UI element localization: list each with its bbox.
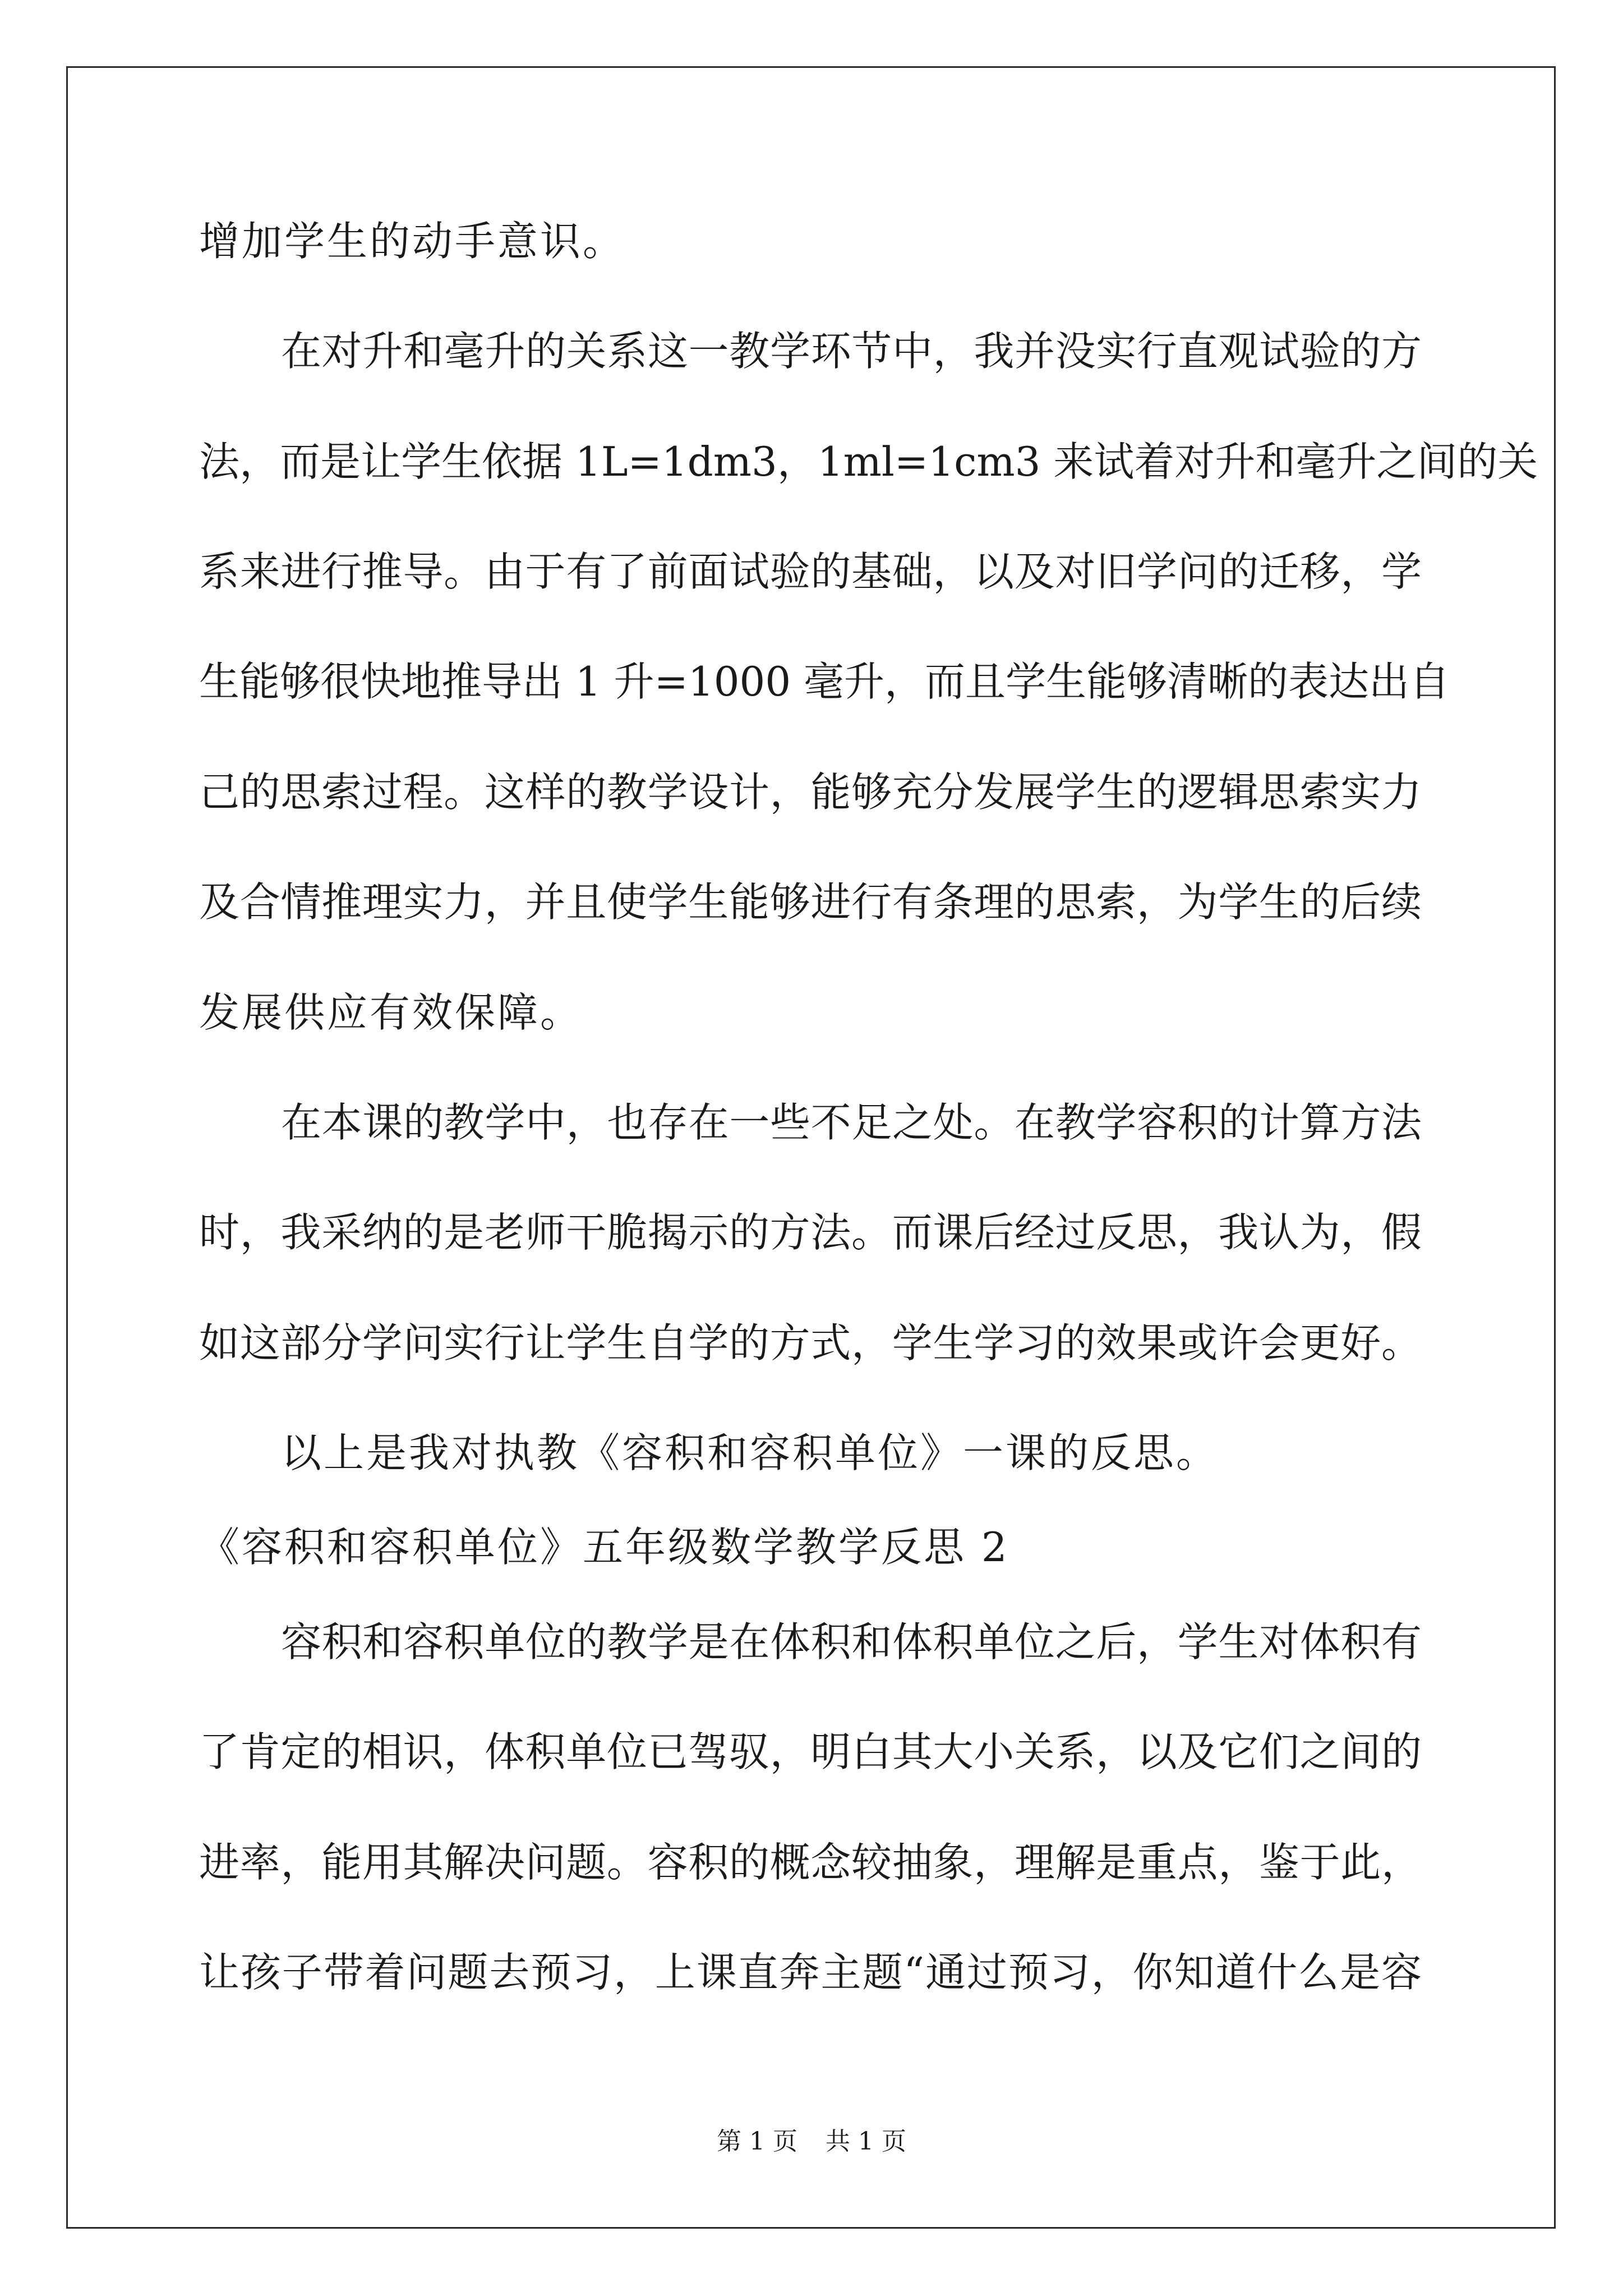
text-line: 容积和容积单位的教学是在体积和体积单位之后，学生对体积有: [281, 1618, 1422, 1665]
text-line: 己的思索过程。这样的教学设计，能够充分发展学生的逻辑思索实力: [199, 769, 1422, 816]
page-total: 共 1 页: [826, 2127, 906, 2156]
text-line: 在对升和毫升的关系这一教学环节中，我并没实行直观试验的方: [281, 328, 1422, 375]
text-line: 发展供应有效保障。: [199, 989, 583, 1036]
page-number: 第 1 页: [717, 2127, 797, 2156]
section-heading: 《容积和容积单位》五年级数学教学反思 2: [199, 1524, 1009, 1571]
text-line: 时，我采纳的是老师干脆揭示的方法。而课后经过反思，我认为，假: [199, 1209, 1422, 1256]
text-line: 增加学生的动手意识。: [199, 218, 626, 265]
text-line: 进率，能用其解决问题。容积的概念较抽象，理解是重点，鉴于此，: [199, 1839, 1422, 1886]
text-line: 在本课的教学中，也存在一些不足之处。在教学容积的计算方法: [281, 1099, 1422, 1146]
text-line: 生能够很快地推导出 1 升=1000 毫升，而且学生能够清晰的表达出自: [199, 658, 1450, 705]
text-line: 让孩子带着问题去预习，上课直奔主题“通过预习，你知道什么是容: [199, 1949, 1422, 1996]
page-footer: [0, 2125, 1623, 2159]
text-line: 及合情推理实力，并且使学生能够进行有条理的思索，为学生的后续: [199, 878, 1422, 926]
text-line: 以上是我对执教《容积和容积单位》一课的反思。: [281, 1429, 1219, 1476]
text-line: 如这部分学问实行让学生自学的方式，学生学习的效果或许会更好。: [199, 1319, 1422, 1366]
text-line: 法，而是让学生依据 1L=1dm3，1ml=1cm3 来试着对升和毫升之间的关: [199, 438, 1538, 485]
text-line: 了肯定的相识，体积单位已驾驭，明白其大小关系，以及它们之间的: [199, 1728, 1422, 1775]
text-line: 系来进行推导。由于有了前面试验的基础，以及对旧学问的迁移，学: [199, 548, 1422, 595]
